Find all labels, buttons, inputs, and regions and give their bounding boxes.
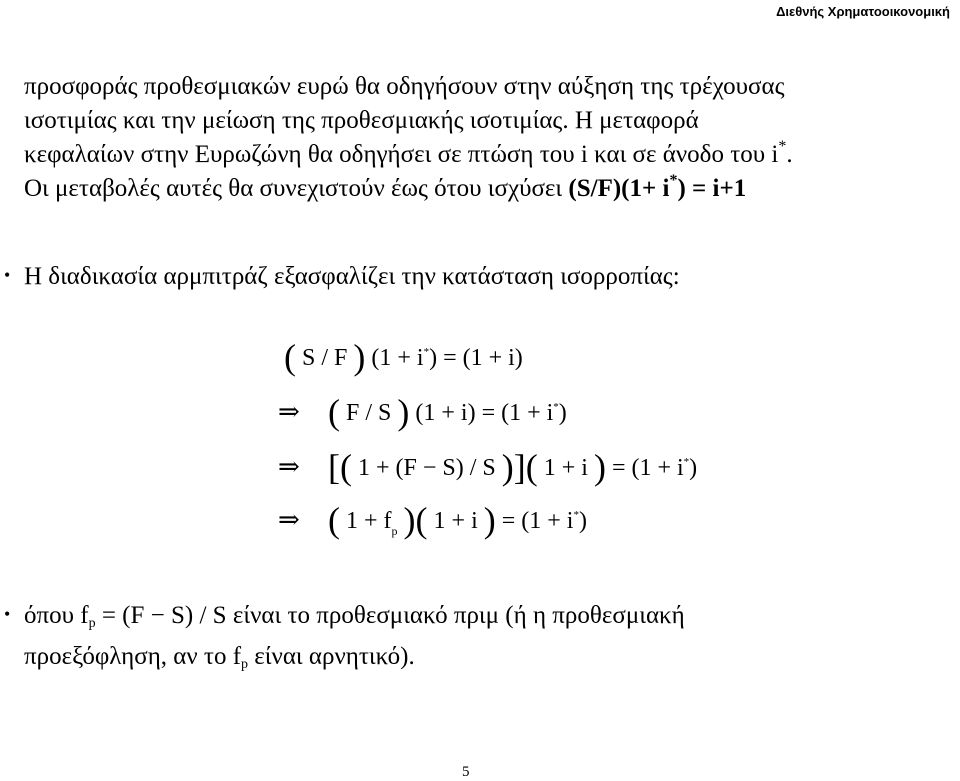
equation-1: ( S / F ) (1 + i*) = (1 + i) <box>284 337 523 377</box>
implies-icon: ⇒ <box>278 505 300 534</box>
parity-formula: (S/F)(1+ i*) = i+1 <box>568 172 747 202</box>
equation-3: ⇒ [( 1 + (F − S) / S )]( 1 + i ) = (1 + i*) <box>278 447 698 487</box>
bullet-forward-premium: • όπου $f_p = (F - S) / S$ είναι το προθεσμιακό πριμ (ή η προθεσμιακή <box>4 602 685 631</box>
bullet-icon: • <box>4 265 11 285</box>
paragraph-line-1: προσφοράς προθεσμιακών ευρώ θα οδηγήσουν στην αύξηση της τρέχουσας <box>24 73 785 100</box>
page-number: 5 <box>462 764 470 780</box>
equation-4: ⇒ ( $1 + f_p$ )( 1 + i ) = (1 + i*) <box>278 500 587 540</box>
document-header: Διεθνής Χρηματοοικονομική <box>776 4 950 19</box>
equation-2: ⇒ ( F / S ) (1 + i) = (1 + i*) <box>278 392 567 432</box>
bullet-arbitrage: • Η διαδικασία αρμπιτράζ εξασφαλίζει την κατάσταση ισορροπίας: <box>4 263 680 290</box>
paragraph-line-4: Οι μεταβολές αυτές θα συνεχιστούν έως ότου ισχύσει (S/F)(1+ i*) = i+1 <box>24 172 747 202</box>
bullet-forward-premium-line-2: προεξόφληση, αν το $f_p$ είναι αρνητικό). <box>24 643 415 672</box>
paragraph-line-2: ισοτιμίας και την μείωση της προθεσμιακής ισοτιμίας. Η μεταφορά <box>24 107 699 134</box>
paragraph-line-3: κεφαλαίων στην Ευρωζώνη θα οδηγήσει σε πτώση του i και σε άνοδο του i*. <box>24 138 793 168</box>
implies-icon: ⇒ <box>278 452 300 481</box>
implies-icon: ⇒ <box>278 397 300 426</box>
bullet-icon: • <box>4 604 11 624</box>
paragraph <box>24 70 944 206</box>
